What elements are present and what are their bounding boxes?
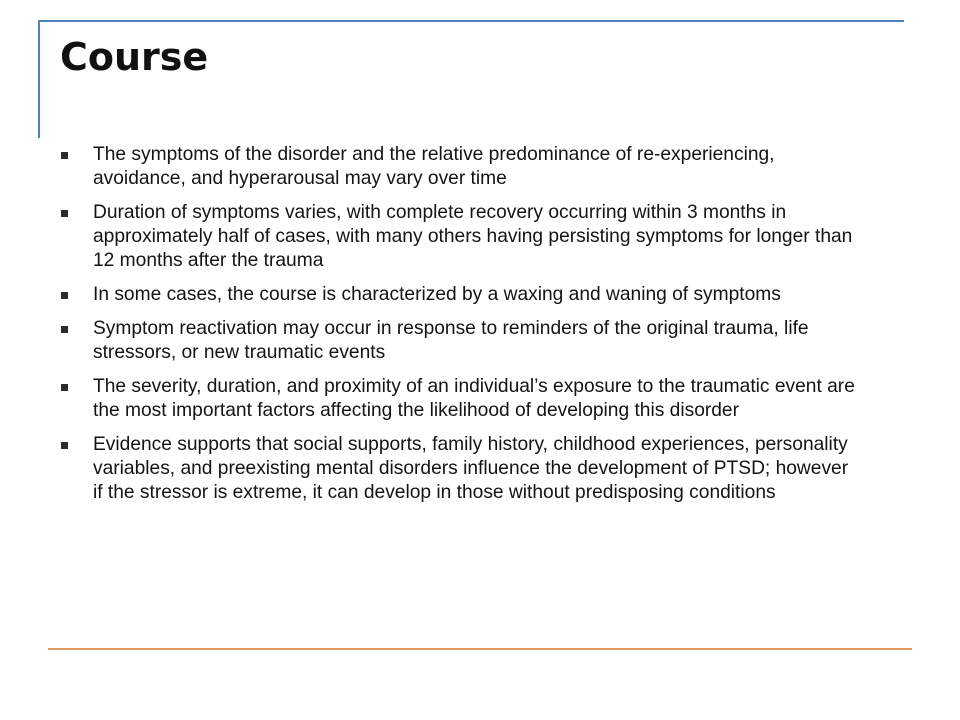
- title-frame-left-line: [38, 20, 40, 138]
- square-bullet-icon: [61, 384, 68, 391]
- bullet-text: Evidence supports that social supports, family history, childhood experiences, personality variables, and preexisting mental disorders influence the development of PTSD; however if the stressor is extreme, it can develop in those without predisposing conditions: [93, 433, 849, 503]
- bullet-text: The symptoms of the disorder and the relative predominance of re-experiencing, avoidance, and hyperarousal may vary over time: [93, 144, 775, 190]
- square-bullet-icon: [61, 442, 68, 449]
- footer-rule: [48, 648, 912, 650]
- bullet-item: [60, 143, 860, 191]
- bullet-text: In some cases, the course is characterized by a waxing and waning of symptoms: [93, 284, 781, 306]
- bullet-item: [60, 375, 860, 423]
- title-frame-top-line: [38, 20, 904, 22]
- bullet-text: The severity, duration, and proximity of an individual’s exposure to the traumatic event are the most important factors affecting the likelihood of developing this disorder: [93, 375, 855, 421]
- bullet-item: [60, 283, 860, 307]
- square-bullet-icon: [61, 210, 68, 217]
- bullet-text: Duration of symptoms varies, with complete recovery occurring within 3 months in approximately half of cases, with many others having persisting symptoms for longer than 12 months after the trauma: [93, 201, 853, 272]
- bullet-item: [60, 317, 860, 365]
- bullet-list: [60, 143, 860, 515]
- bullet-item: [60, 433, 860, 506]
- square-bullet-icon: [61, 152, 68, 159]
- bullet-text: Symptom reactivation may occur in response to reminders of the original trauma, life stressors, or new traumatic events: [93, 317, 809, 363]
- square-bullet-icon: [61, 292, 68, 299]
- bullet-item: [60, 201, 860, 274]
- slide-title: Course: [60, 35, 209, 79]
- square-bullet-icon: [61, 326, 68, 333]
